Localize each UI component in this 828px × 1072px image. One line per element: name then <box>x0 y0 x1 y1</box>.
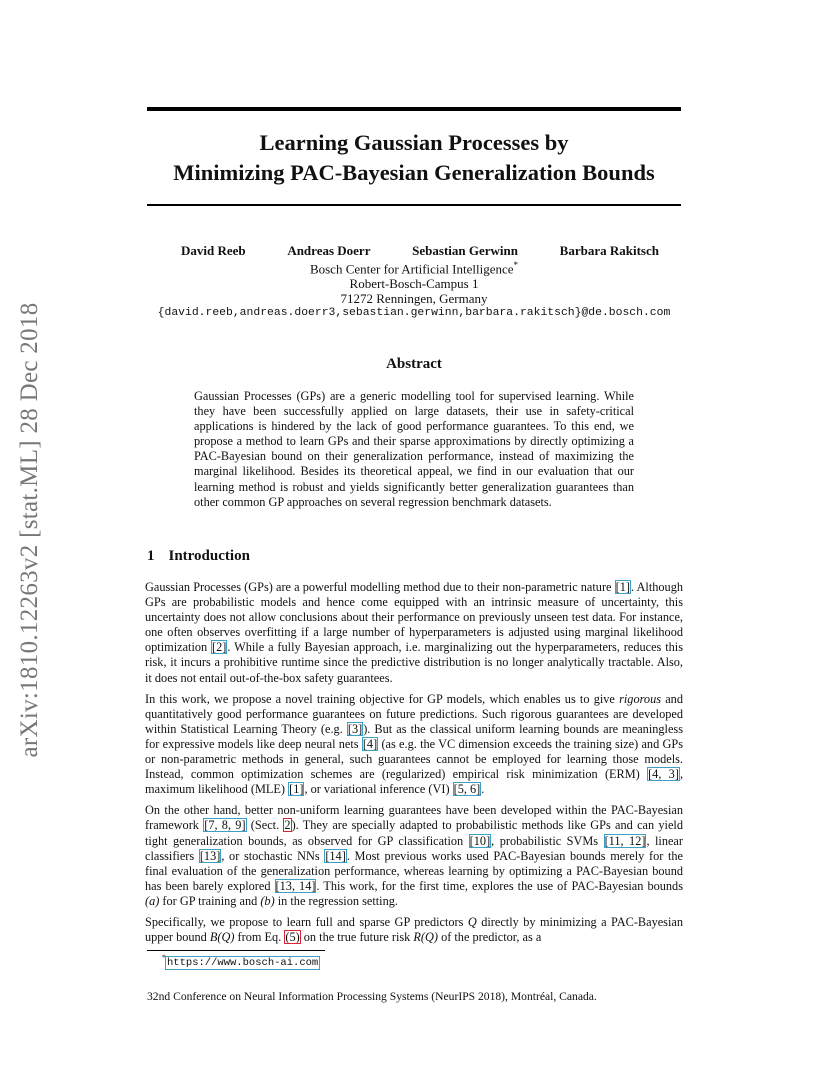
paragraph: On the other hand, better non-uniform learning guarantees have been developed within the PAC-Bayesian framework [7, 8, 9] (Sect. 2). They are specially adapted to probabilistic methods like GPs and can yield tight generalization bounds, as observed for GP classification [10], probabilistic SVMs [11, 12], linear classifiers [13], or stochastic NNs [14]. Most previous works used PAC-Bayesian bounds merely for the final evaluation of the generalization performance, whereas learning by optimizing a PAC-Bayesian bound has been barely explored [13, 14]. This work, for the first time, explores the use of PAC-Bayesian bounds (a) for GP training and (b) in the regression setting. <box>145 803 683 908</box>
conference-note: 32nd Conference on Neural Information Processing Systems (NeurIPS 2018), Montréal, Canada. <box>147 990 597 1003</box>
paragraph: Specifically, we propose to learn full and sparse GP predictors Q directly by minimizing a PAC-Bayesian upper bound B(Q) from Eq. (5) on the true future risk R(Q) of the predictor, as a <box>145 914 683 945</box>
author-list <box>147 243 681 259</box>
citation-link[interactable]: [3] <box>347 721 363 736</box>
author-name: Sebastian Gerwinn <box>412 243 518 258</box>
citation-link[interactable]: [11, 12] <box>604 833 646 848</box>
author-name: Andreas Doerr <box>287 243 371 258</box>
abstract-text: Gaussian Processes (GPs) are a generic modelling tool for supervised learning. While they have been successfully applied on large datasets, their use in safety-critical applications is hindered by the lack of good performance guarantees. To this end, we propose a method to learn GPs and their sparse approximations by directly optimizing a PAC-Bayesian bound on their generalization performance, instead of maximizing the marginal likelihood. Besides its theoretical appeal, we find in our evaluation that our learning method is robust and yields significantly better generalization guarantees than other common GP approaches on several regression benchmark datasets. <box>194 389 634 509</box>
citation-link[interactable]: [10] <box>469 833 491 848</box>
affiliation-org: Bosch Center for Artificial Intelligence* <box>309 260 519 277</box>
affiliation-city: 71272 Renningen, Germany <box>340 291 488 307</box>
equation-ref-link[interactable]: (5) <box>285 930 300 945</box>
paper-title <box>147 128 681 188</box>
title-rule-bottom <box>147 204 681 206</box>
section-number: 1 <box>147 548 155 564</box>
math-var: B(Q) <box>209 930 235 945</box>
arxiv-identifier: arXiv:1810.12263v2 [stat.ML] 28 Dec 2018 <box>16 302 43 758</box>
footnote-url-link[interactable]: https://www.bosch-ai.com <box>167 956 319 969</box>
author-name: Barbara Rakitsch <box>559 243 659 258</box>
footnote-mark: * <box>513 260 519 270</box>
citation-link[interactable]: [4] <box>362 736 378 751</box>
footnote-mark: * <box>162 953 166 962</box>
abstract-heading: Abstract <box>386 356 442 372</box>
title-line-2: Minimizing PAC-Bayesian Generalization Bounds <box>173 160 655 185</box>
math-var: Q <box>467 914 477 929</box>
citation-link[interactable]: [13] <box>199 848 221 863</box>
affiliation-street: Robert-Bosch-Campus 1 <box>349 276 479 292</box>
paragraph: In this work, we propose a novel training objective for GP models, which enables us to give rigorous and quantitatively good performance guarantees on future predictions. Such rigorous guarantees are developed within Statistical Learning Theory (e.g. [3]). But as the classical uniform learning bounds are meaningless for expressive models like deep neural nets [4] (as e.g. the VC dimension exceeds the training size) and GPs or non-parametric methods in general, such guarantees cannot be employed for learning those models. Instead, common optimization schemes are (regularized) empirical risk minimization (ERM) [4, 3], maximum likelihood (MLE) [1], or variational inference (VI) [5, 6]. <box>145 691 684 797</box>
citation-link[interactable]: [7, 8, 9] <box>204 818 246 833</box>
footnote <box>162 953 319 969</box>
section-ref-link[interactable]: 2 <box>284 818 291 833</box>
arxiv-stamp <box>0 280 60 780</box>
author-name: David Reeb <box>181 243 246 258</box>
citation-link[interactable]: [1] <box>289 782 304 797</box>
citation-link[interactable]: [14] <box>325 848 346 863</box>
citation-link[interactable]: [5, 6] <box>453 782 481 797</box>
title-line-1: Learning Gaussian Processes by <box>259 130 569 155</box>
section-title: Introduction <box>168 548 250 564</box>
citation-link[interactable]: [1] <box>615 580 630 594</box>
citation-link[interactable]: [13, 14] <box>275 878 316 893</box>
citation-link[interactable]: [4, 3] <box>648 767 679 782</box>
body-text <box>145 580 683 951</box>
paragraph: Gaussian Processes (GPs) are a powerful modelling method due to their non-parametric nature [1]. Although GPs are probabilistic models and hence come equipped with an intrinsic measure of uncertainty, this uncertainty does not allow conclusions about their performance on previously unseen test data. For instance, one often observes overfitting if a large number of hyperparameters is adjusted using marginal likelihood optimization [2]. While a fully Bayesian approach, i.e. marginalizing out the hyperparameters, reduces this risk, it incurs a prohibitive runtime since the predictive distribution is no longer analytically tractable. Also, it does not entail out-of-the-box safety guarantees. <box>145 580 683 685</box>
citation-link[interactable]: [2] <box>212 640 227 655</box>
section-heading <box>147 548 250 565</box>
footnote-rule <box>147 950 325 951</box>
title-rule-top <box>147 107 681 111</box>
author-emails: {david.reeb,andreas.doerr3,sebastian.gerwinn,barbara.rakitsch}@de.bosch.com <box>157 307 671 320</box>
affiliation-block <box>147 258 681 321</box>
math-var: R(Q) <box>413 930 438 945</box>
